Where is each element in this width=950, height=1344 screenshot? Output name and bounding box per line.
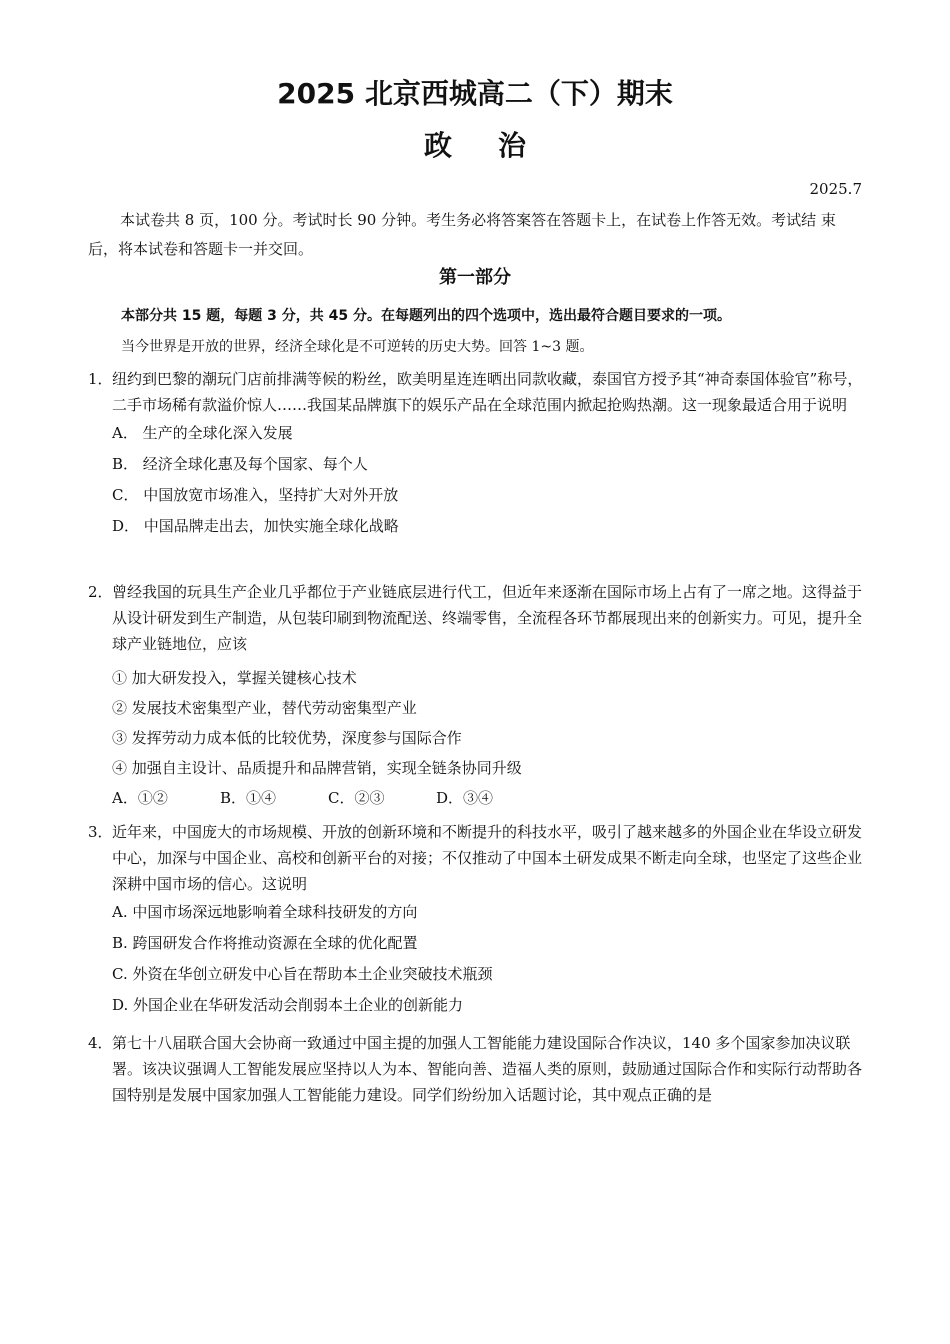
exam-notice: 本试卷共 8 页，100 分。考试时长 90 分钟。考生务必将答案答在答题卡上，在试卷上作答无效。考试结 束后，将本试卷和答题卡一并交回。 — [88, 211, 836, 258]
option-row — [88, 783, 868, 814]
part-description: 本部分共 15 题，每题 3 分，共 45 分。在每题列出的四个选项中，选出最符合题目要求的一项。 — [121, 308, 731, 324]
exam-title: 2025 北京西城高二（下）期末 — [277, 77, 673, 110]
question-4 — [88, 1030, 868, 1108]
question-number: 1． — [88, 370, 113, 388]
question-text: 第七十八届联合国大会协商一致通过中国主提的加强人工智能能力建设国际合作决议，140 多个国家参加决议联署。该决议强调人工智能发展应坚持以人为本、智能向善、造福人类的原则，鼓励通过国际合作和实际行动帮助各国特别是发展中国家加强人工智能能力建设。同学们纷纷加入话题讨论，其中观点正确的是 — [112, 1034, 863, 1104]
option-d: D. 外国企业在华研发活动会削弱本土企业的创新能力 — [112, 996, 464, 1014]
option-c: C． 中国放宽市场准入，坚持扩大对外开放 — [112, 486, 399, 504]
option-d: D．③④ — [436, 789, 494, 807]
question-number: 3． — [88, 823, 113, 841]
statement-2: ② 发展技术密集型产业，替代劳动密集型产业 — [112, 699, 417, 717]
statement-4: ④ 加强自主设计、品质提升和品牌营销，实现全链条协同升级 — [112, 759, 522, 777]
question-number: 4． — [88, 1034, 113, 1052]
option-a: A． 生产的全球化深入发展 — [112, 424, 293, 442]
statement-1: ① 加大研发投入，掌握关键核心技术 — [112, 669, 357, 687]
question-2 — [88, 579, 868, 814]
question-number: 2． — [88, 583, 113, 601]
option-a: A．①② — [112, 789, 168, 807]
question-stem — [88, 579, 868, 657]
question-stem — [88, 819, 868, 897]
exam-date: 2025.7 — [809, 180, 862, 198]
option-c: C. 外资在华创立研发中心旨在帮助本土企业突破技术瓶颈 — [112, 965, 493, 983]
question-text: 纽约到巴黎的潮玩门店前排满等候的粉丝，欧美明星连连晒出同款收藏，泰国官方授予其“神奇泰国体验官”称号，二手市场稀有款溢价惊人……我国某品牌旗下的娱乐产品在全球范围内掀起抢购热潮。这一现象最适合用于说明 — [112, 370, 863, 414]
option-b: B. 跨国研发合作将推动资源在全球的优化配置 — [112, 934, 418, 952]
option-a: A. 中国市场深远地影响着全球科技研发的方向 — [112, 903, 418, 921]
subject-title: 政治 — [423, 129, 572, 162]
question-stem — [88, 366, 868, 418]
option-c: C．②③ — [328, 789, 385, 807]
question-3 — [88, 819, 868, 1021]
question-1 — [88, 366, 868, 542]
question-stem — [88, 1030, 868, 1108]
option-b: B． 经济全球化惠及每个国家、每个人 — [112, 455, 368, 473]
option-b: B．①④ — [220, 789, 277, 807]
question-text: 近年来，中国庞大的市场规模、开放的创新环境和不断提升的科技水平，吸引了越来越多的外国企业在华设立研发中心，加深与中国企业、高校和创新平台的对接；不仅推动了中国本土研发成果不断走向全球，也坚定了这些企业深耕中国市场的信心。这说明 — [112, 823, 863, 893]
statement-3: ③ 发挥劳动力成本低的比较优势，深度参与国际合作 — [112, 729, 462, 747]
option-d: D． 中国品牌走出去，加快实施全球化战略 — [112, 517, 399, 535]
part-title: 第一部分 — [439, 267, 511, 288]
group-intro: 当今世界是开放的世界，经济全球化是不可逆转的历史大势。回答 1~3 题。 — [121, 339, 594, 355]
question-text: 曾经我国的玩具生产企业几乎都位于产业链底层进行代工，但近年来逐渐在国际市场上占有了一席之地。这得益于从设计研发到生产制造，从包装印刷到物流配送、终端零售，全流程各环节都展现出来的创新实力。可见，提升全球产业链地位，应该 — [112, 583, 863, 653]
